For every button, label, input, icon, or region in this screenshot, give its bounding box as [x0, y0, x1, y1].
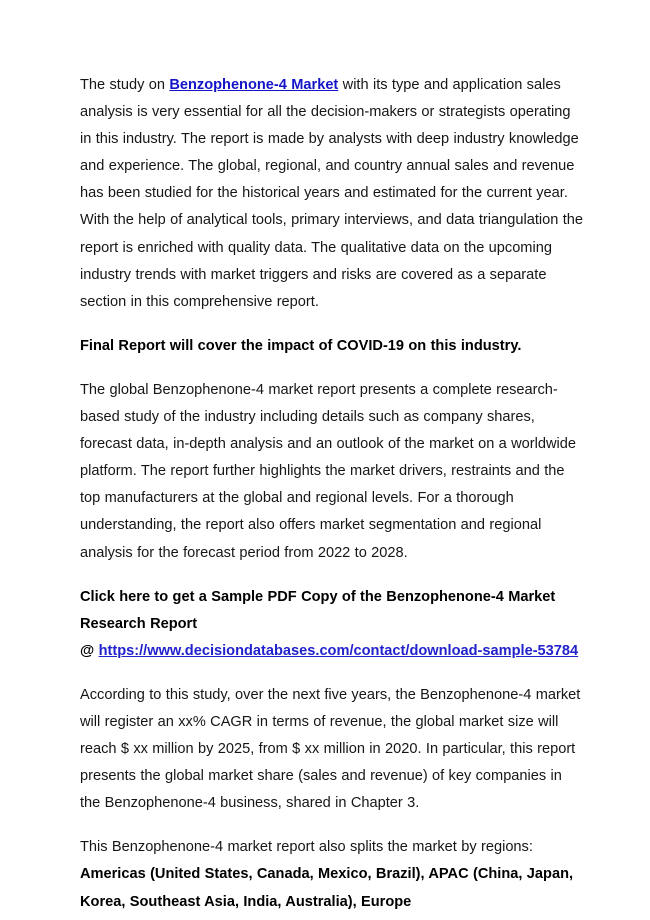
regions-lead-text: This Benzophenone-4 market report also splits the market by regions:: [80, 839, 533, 856]
at-symbol: @: [80, 642, 99, 659]
sample-download-url-link[interactable]: https://www.decisiondatabases.com/contact/download-sample-53784: [98, 642, 579, 659]
paragraph-sample-cta: [80, 584, 583, 665]
paragraph-report-overview: The global Benzophenone-4 market report presents a complete research-based study of the industry including details such as company shares, forecast data, in-depth analysis and an outlook of the market on a worldwide platform. The report further highlights the market drivers, restraints and the top manufacturers at the global and regional levels. For a thorough understanding, the report also offers market segmentation and regional analysis for the forecast period from 2022 to 2028.: [80, 381, 577, 561]
paragraph-forecast: According to this study, over the next five years, the Benzophenone-4 market will register an xx% CAGR in terms of revenue, the global market size will reach $ xx million by 2025, from $ xx million in 2020. In particular, this report presents the global market share (sales and revenue) of key companies in the Benzophenone-4 business, shared in Chapter 3.: [80, 686, 581, 812]
paragraph-intro: [80, 72, 583, 316]
cta-heading-text: Click here to get a Sample PDF Copy of the Benzophenone-4 Market Research Report: [80, 588, 556, 632]
paragraph-covid-notice: Final Report will cover the impact of COVID-19 on this industry.: [80, 337, 522, 354]
document-body: [80, 72, 583, 916]
intro-text-after-link: with its type and application sales analysis is very essential for all the decision-makers or strategists operating in this industry. The report is made by analysts with deep industry knowledge and experience. The global, regional, and country annual sales and revenue has been studied for the historical years and estimated for the current year. With the help of analytical tools, primary interviews, and data triangulation the report is enriched with quality data. The qualitative data on the upcoming industry trends with market triggers and risks are covered as a separate section in this comprehensive report.: [80, 77, 583, 310]
benzophenone-market-link[interactable]: Benzophenone-4 Market: [169, 77, 339, 93]
intro-text-before-link: The study on: [80, 77, 170, 93]
regions-list-text: Americas (United States, Canada, Mexico, Brazil), APAC (China, Japan, Korea, Southeast Asia, India, Australia), Europe: [80, 866, 574, 910]
paragraph-regions: [80, 834, 583, 915]
